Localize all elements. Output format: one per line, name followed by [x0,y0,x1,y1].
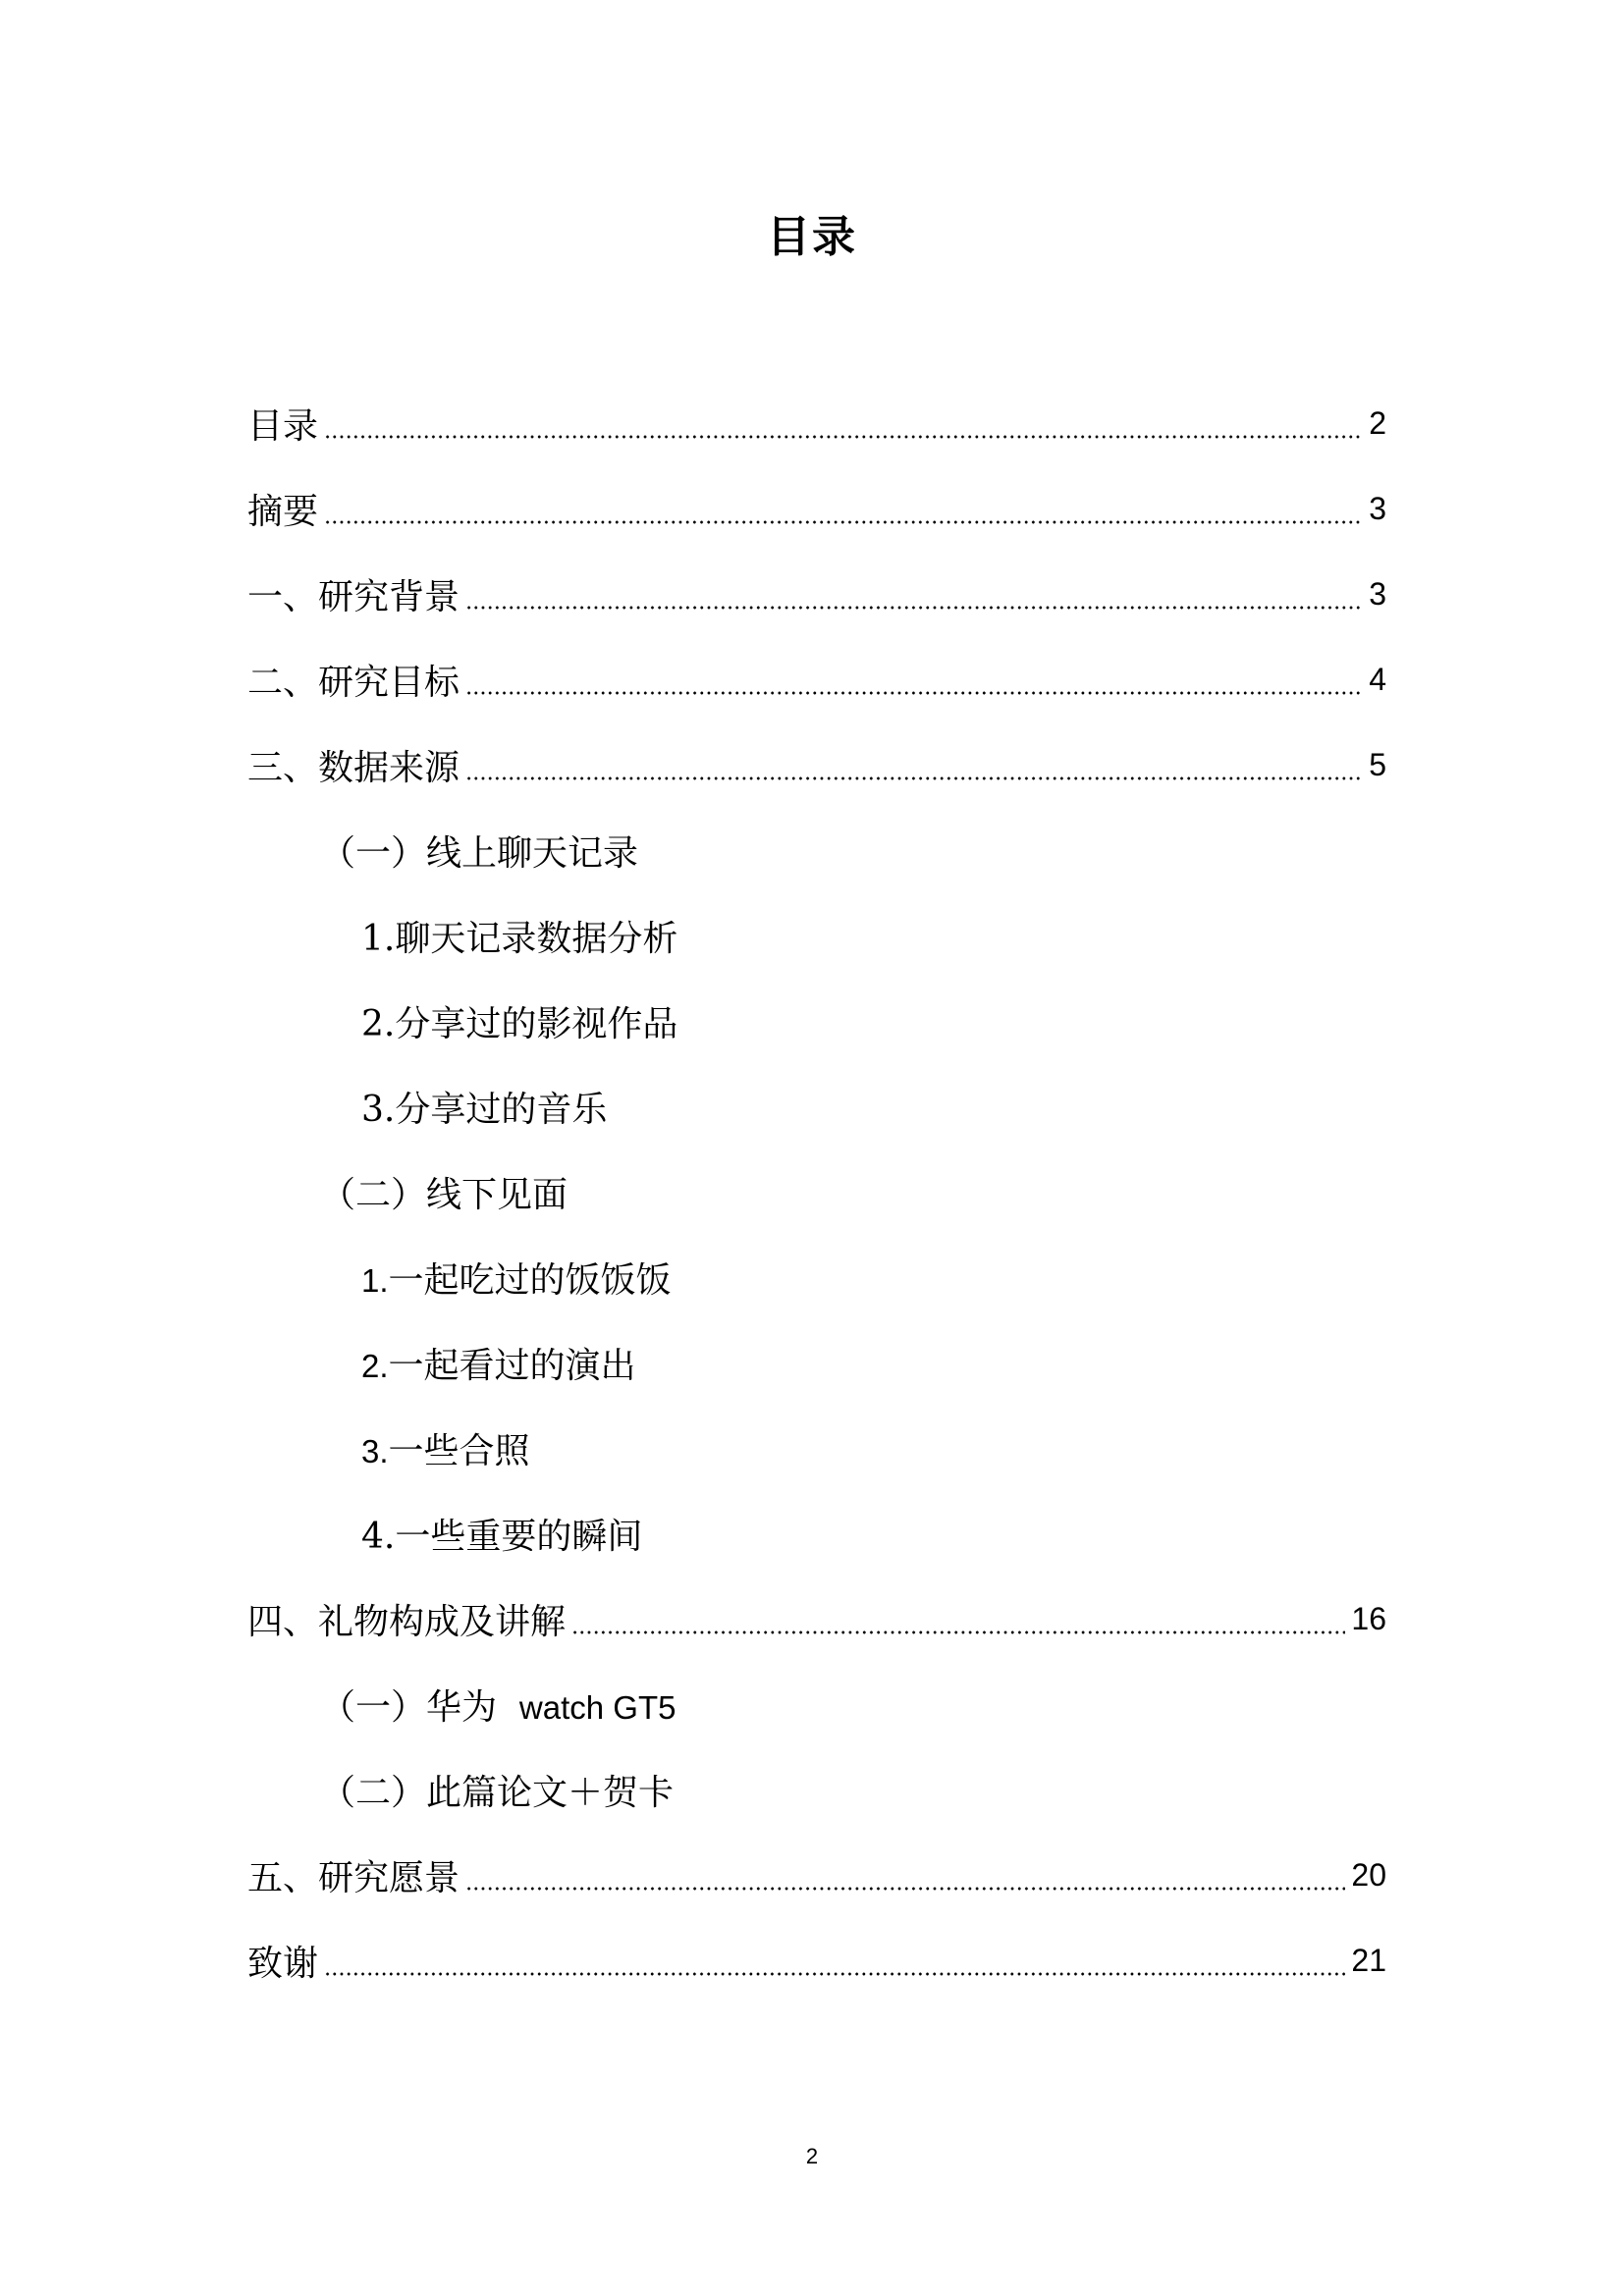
toc-entry-gift[interactable] [247,1576,1386,1662]
toc-entry-moments[interactable] [247,1491,1386,1576]
toc-entry-meals[interactable] [247,1235,1386,1320]
toc-entry-suffix: watch GT5 [518,1689,677,1726]
toc-entry-label [320,1680,676,1730]
toc-entry-label: 二、研究目标 [247,663,460,703]
toc-entry-goals[interactable] [247,637,1386,722]
toc-entry-page: 3 [1369,576,1386,612]
toc-dot-leader [465,575,1363,611]
toc-entry-paper-card[interactable] [247,1747,1386,1833]
toc-entry-offline-meetings[interactable] [247,1149,1386,1235]
toc-entry-shared-music[interactable] [247,1064,1386,1149]
toc-entry-label: （二）线下见面 [320,1175,568,1215]
toc-entry-background[interactable] [247,552,1386,637]
toc-entry-label: 致谢 [247,1944,319,1984]
page-title: 目录 [767,212,857,262]
toc-dot-leader [324,1942,1345,1977]
toc-entry-text: 一些合照 [388,1431,530,1471]
toc-dot-leader [324,490,1363,525]
toc-entry-label: 三、数据来源 [247,748,460,788]
toc-entry-page: 4 [1369,662,1386,697]
toc-entry-online-chat[interactable] [247,808,1386,893]
toc-entry-label: （一）线上聊天记录 [320,833,639,874]
toc-entry-label: 四、礼物构成及讲解 [247,1602,567,1642]
toc-entry-shows[interactable] [247,1320,1386,1406]
toc-dot-leader [465,661,1363,696]
toc-entry-prefix: （一）华为 [320,1687,498,1728]
toc-entry-text: 一起看过的演出 [388,1346,636,1386]
toc-entry-label: 目录 [247,406,319,447]
toc-entry-text: 一起吃过的饭饭饭 [388,1260,672,1301]
page-number: 2 [805,2144,819,2168]
toc-entry-label: 摘要 [247,492,319,532]
toc-entry-label: 3.分享过的音乐 [361,1090,608,1130]
toc-entry-number: 2. [361,1348,389,1384]
toc-entry-abstract[interactable] [247,466,1386,552]
toc-dot-leader [324,404,1363,440]
toc-entry-shared-films[interactable] [247,979,1386,1064]
toc-entry-page: 5 [1369,747,1386,782]
toc-entry-page: 2 [1369,405,1386,441]
toc-entry-contents[interactable] [247,381,1386,466]
toc-entry-label: 1.聊天记录数据分析 [361,919,678,959]
toc-entry-number: 3. [361,1433,389,1469]
toc-dot-leader [571,1600,1345,1635]
toc-entry-chat-analysis[interactable] [247,893,1386,979]
toc-entry-label [361,1423,530,1473]
toc-entry-huawei-watch[interactable] [247,1662,1386,1747]
toc-entry-label [361,1253,672,1303]
toc-entry-photos[interactable] [247,1406,1386,1491]
toc-entry-label [361,1338,636,1388]
toc-entry-acknowledgements[interactable] [247,1918,1386,2003]
toc-entry-page: 3 [1369,491,1386,526]
table-of-contents [247,381,1386,2003]
toc-entry-label: 一、研究背景 [247,577,460,617]
toc-entry-label: 2.分享过的影视作品 [361,1004,678,1044]
toc-entry-page: 20 [1351,1857,1386,1893]
toc-entry-number: 1. [361,1262,389,1299]
toc-entry-label: 五、研究愿景 [247,1858,460,1898]
toc-entry-vision[interactable] [247,1833,1386,1918]
toc-entry-label: （二）此篇论文＋贺卡 [320,1773,675,1813]
toc-dot-leader [465,1856,1345,1892]
toc-dot-leader [465,746,1363,781]
toc-entry-page: 21 [1351,1943,1386,1978]
toc-entry-label: 4.一些重要的瞬间 [361,1517,643,1557]
toc-entry-data-sources[interactable] [247,722,1386,808]
toc-entry-page: 16 [1351,1601,1386,1636]
